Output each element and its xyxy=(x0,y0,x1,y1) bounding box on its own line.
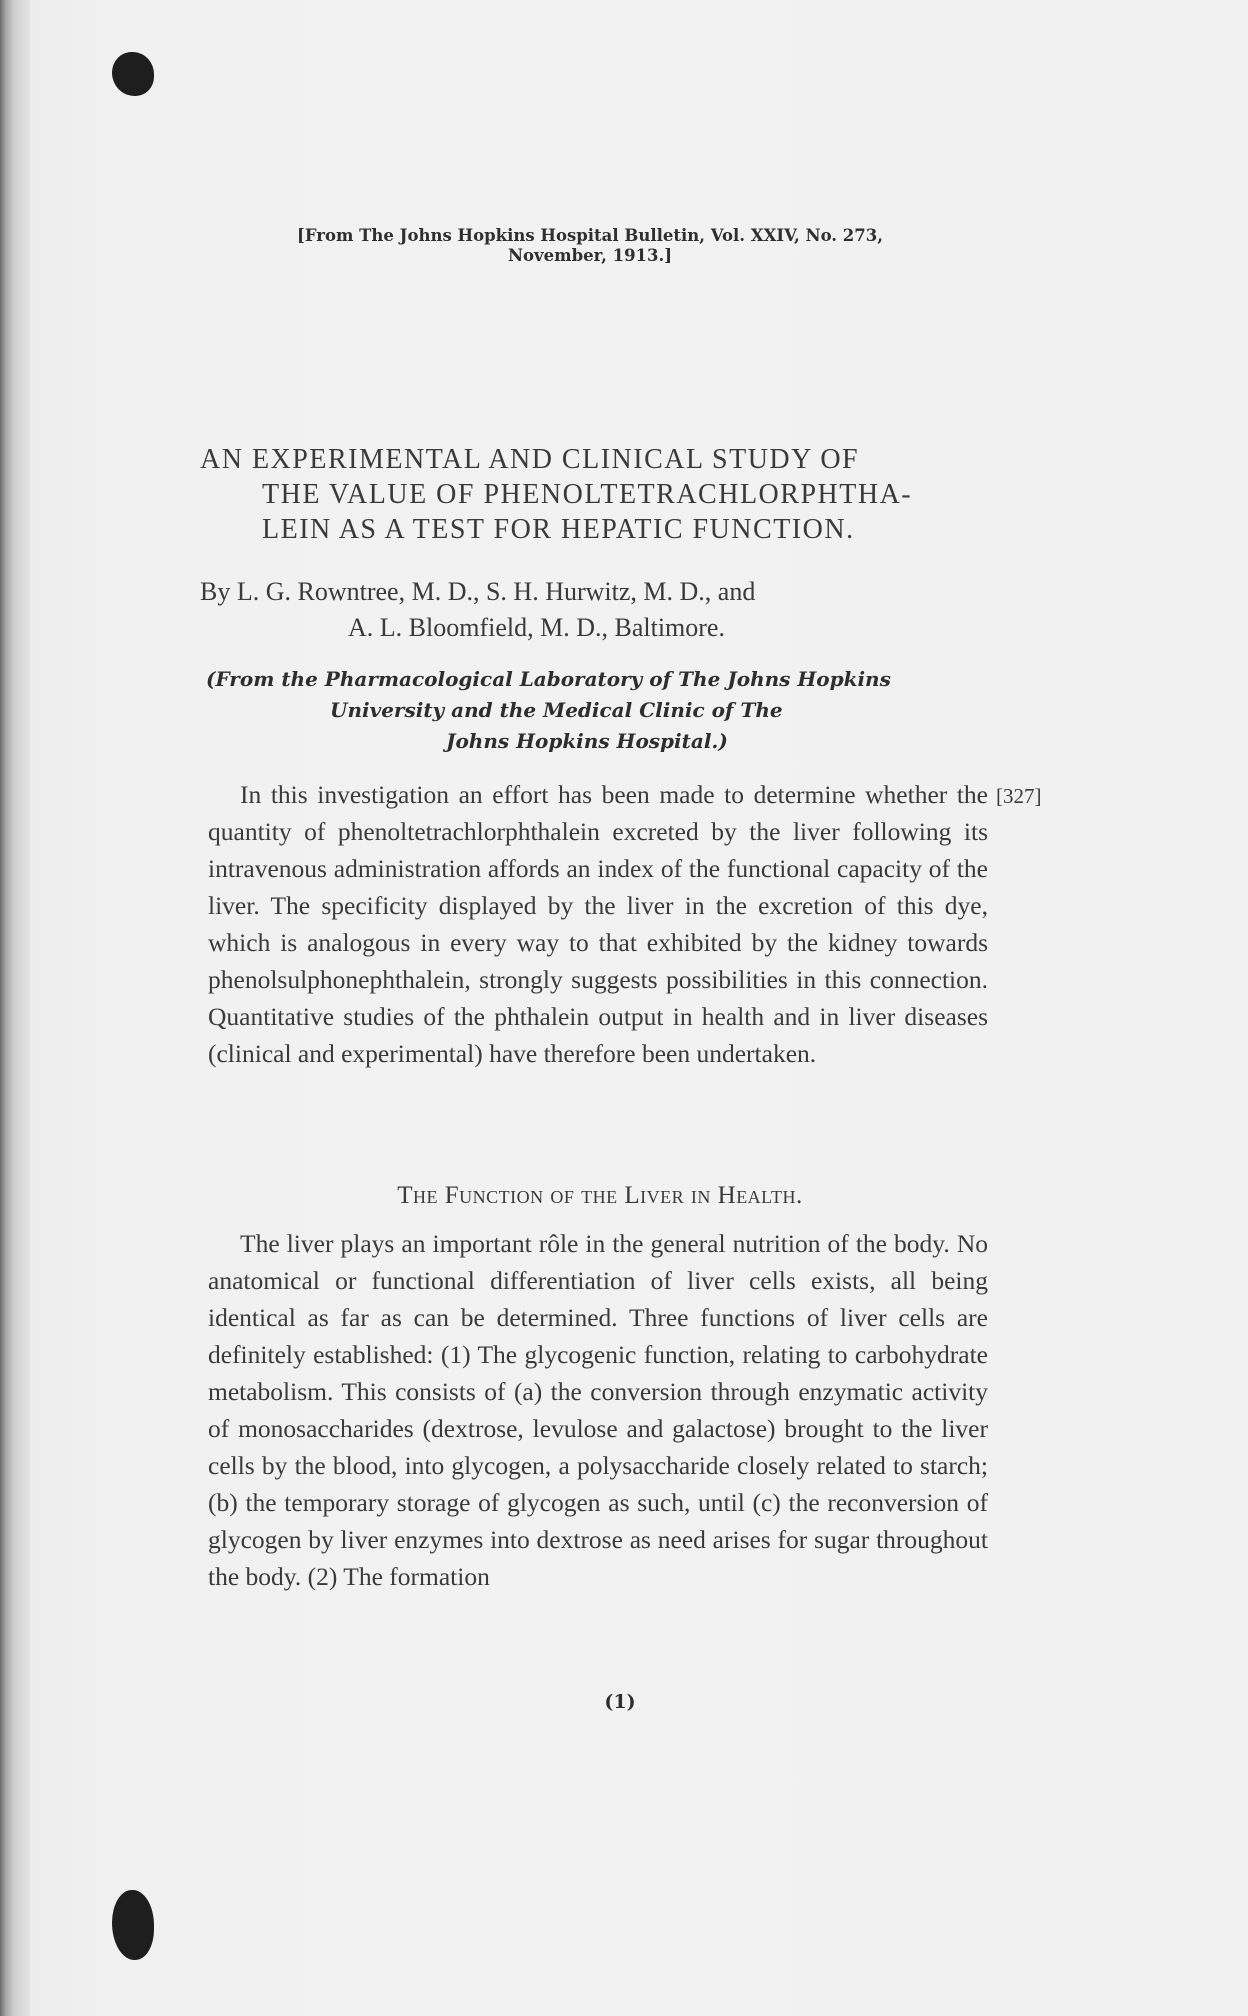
authors-line-2: A. L. Bloomfield, M. D., Baltimore. xyxy=(348,613,725,642)
title-line-1: AN EXPERIMENTAL AND CLINICAL STUDY OF xyxy=(200,444,860,475)
citation-line-2: November, 1913.] xyxy=(507,246,673,265)
punch-hole-top xyxy=(112,52,154,96)
affiliation xyxy=(200,664,1000,757)
title-line-3: LEIN AS A TEST FOR HEPATIC FUNCTION. xyxy=(262,514,855,545)
affiliation-line-2: University and the Medical Clinic of The xyxy=(330,698,783,722)
title-line-2: THE VALUE OF PHENOLTETRACHLORPHTHA- xyxy=(262,479,913,510)
journal-citation xyxy=(195,226,985,266)
body-paragraph-1-block xyxy=(208,776,988,1072)
body-paragraph-2-block xyxy=(208,1225,988,1595)
punch-hole-bottom xyxy=(112,1890,154,1960)
affiliation-line-1: (From the Pharmacological Laboratory of The Johns Hopkins xyxy=(206,667,891,691)
body-paragraph-2: The liver plays an important rôle in the general nutrition of the body. No anatomical or functional differentiation of liver cells exists, all being identical as far as can be determined. Three functions of liver cells are definitely established: (1) The glycogenic function, relating to carbohydrate metabolism. This consists of (a) the conversion through enzymatic activity of monosaccharides (dextrose, levulose and galactose) brought to the liver cells by the blood, into glycogen, a polysaccharide closely related to starch; (b) the temporary storage of glycogen as such, until (c) the reconversion of glycogen by liver enzymes into dextrose as need arises for sugar throughout the body. (2) The formation xyxy=(208,1229,988,1591)
margin-page-reference: [327] xyxy=(996,784,1042,808)
authors-line-1: By L. G. Rowntree, M. D., S. H. Hurwitz, M. D., and xyxy=(200,577,756,606)
author-byline xyxy=(200,574,1000,646)
body-paragraph-1: In this investigation an effort has been made to determine whether the quantity of phenoltetrachlorphthalein excreted by the liver following its intravenous administration affords an index of the functional capacity of the liver. The specificity displayed by the liver in the excretion of this dye, which is analogous in every way to that exhibited by the kidney towards phenolsulphonephthalein, strongly suggests possibilities in this connection. Quantitative studies of the phthalein output in health and in liver diseases (clinical and experimental) have therefore been undertaken. xyxy=(208,780,988,1068)
article-title xyxy=(200,442,1000,547)
page-number: (1) xyxy=(604,1691,636,1713)
binding-edge xyxy=(0,0,30,2016)
affiliation-line-3: Johns Hopkins Hospital.) xyxy=(446,729,728,753)
citation-line-1: [From The Johns Hopkins Hospital Bulletin, Vol. XXIV, No. 273, xyxy=(297,226,883,245)
section-heading: The Function of the Liver in Health. xyxy=(397,1182,803,1209)
